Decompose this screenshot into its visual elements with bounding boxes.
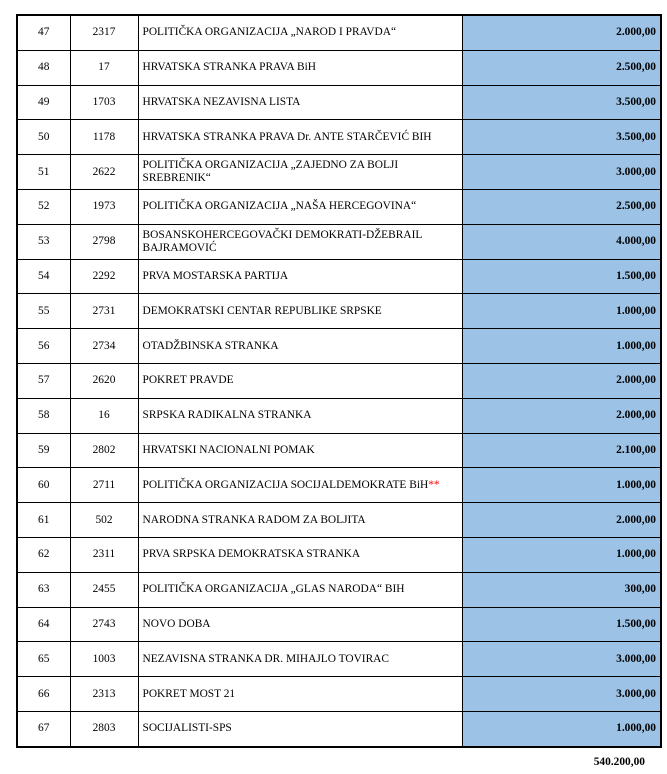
party-name-text: HRVATSKI NACIONALNI POMAK bbox=[142, 443, 315, 456]
party-name-cell bbox=[138, 259, 462, 294]
row-number-cell: 57 bbox=[17, 363, 70, 398]
row-number-cell: 51 bbox=[17, 155, 70, 190]
party-id-cell: 2743 bbox=[70, 607, 138, 642]
party-name-text: HRVATSKA STRANKA PRAVA Dr. ANTE STARČEVIĆ BIH bbox=[142, 130, 432, 143]
party-name-text: NOVO DOBA bbox=[142, 617, 211, 630]
party-name-cell bbox=[138, 50, 462, 85]
party-name-cell bbox=[138, 677, 462, 712]
table-row bbox=[17, 120, 661, 155]
party-name-cell bbox=[138, 224, 462, 259]
amount-cell: 2.000,00 bbox=[462, 503, 661, 538]
table-row bbox=[17, 155, 661, 190]
row-number-cell: 59 bbox=[17, 433, 70, 468]
party-name-text: POLITIČKA ORGANIZACIJA „GLAS NARODA“ BIH bbox=[142, 583, 405, 596]
party-name-text: PRVA MOSTARSKA PARTIJA bbox=[142, 269, 289, 282]
amount-cell: 2.000,00 bbox=[462, 15, 661, 50]
party-id-cell: 2455 bbox=[70, 572, 138, 607]
amount-cell: 1.000,00 bbox=[462, 537, 661, 572]
party-id-cell: 17 bbox=[70, 50, 138, 85]
party-id-cell: 1003 bbox=[70, 642, 138, 677]
party-name-text: POKRET MOST 21 bbox=[142, 687, 236, 700]
amount-cell: 2.000,00 bbox=[462, 398, 661, 433]
amount-cell: 2.500,00 bbox=[462, 189, 661, 224]
table-row bbox=[17, 642, 661, 677]
party-name-cell bbox=[138, 642, 462, 677]
table-row bbox=[17, 572, 661, 607]
party-id-cell: 2622 bbox=[70, 155, 138, 190]
party-id-cell: 2802 bbox=[70, 433, 138, 468]
row-number-cell: 63 bbox=[17, 572, 70, 607]
party-id-cell: 502 bbox=[70, 503, 138, 538]
party-name-text: POLITIČKA ORGANIZACIJA „NAŠA HERCEGOVINA“ bbox=[142, 200, 417, 213]
party-name-cell bbox=[138, 189, 462, 224]
table-row bbox=[17, 329, 661, 364]
row-number-cell: 64 bbox=[17, 607, 70, 642]
party-name-text: OTADŽBINSKA STRANKA bbox=[142, 339, 279, 352]
row-number-cell: 50 bbox=[17, 120, 70, 155]
party-name-text: DEMOKRATSKI CENTAR REPUBLIKE SRPSKE bbox=[142, 304, 382, 317]
table-body bbox=[17, 15, 661, 747]
party-name-cell bbox=[138, 294, 462, 329]
table-row bbox=[17, 15, 661, 50]
party-id-cell: 2620 bbox=[70, 363, 138, 398]
party-name-text: PRVA SRPSKA DEMOKRATSKA STRANKA bbox=[142, 548, 361, 561]
party-id-cell: 2317 bbox=[70, 15, 138, 50]
table-row bbox=[17, 607, 661, 642]
grand-total: 540.200,00 bbox=[593, 756, 645, 768]
party-name-text: POLITIČKA ORGANIZACIJA „ZAJEDNO ZA BOLJI SREBRENIK“ bbox=[142, 159, 399, 185]
amount-cell: 1.000,00 bbox=[462, 711, 661, 746]
party-name-cell bbox=[138, 503, 462, 538]
party-name-text: SOCIJALISTI-SPS bbox=[142, 722, 232, 735]
party-name-cell bbox=[138, 15, 462, 50]
party-name-cell bbox=[138, 398, 462, 433]
row-number-cell: 60 bbox=[17, 468, 70, 503]
row-number-cell: 56 bbox=[17, 329, 70, 364]
amount-cell: 2.000,00 bbox=[462, 363, 661, 398]
party-name-cell bbox=[138, 572, 462, 607]
party-name-text: POLITIČKA ORGANIZACIJA SOCIJALDEMOKRATE BiH bbox=[142, 478, 429, 491]
table-row bbox=[17, 677, 661, 712]
party-id-cell: 2798 bbox=[70, 224, 138, 259]
row-number-cell: 62 bbox=[17, 537, 70, 572]
table-row bbox=[17, 294, 661, 329]
party-id-cell: 2292 bbox=[70, 259, 138, 294]
table-row bbox=[17, 189, 661, 224]
party-name-text: SRPSKA RADIKALNA STRANKA bbox=[142, 409, 312, 422]
party-name-cell bbox=[138, 711, 462, 746]
table-row bbox=[17, 50, 661, 85]
table-row bbox=[17, 259, 661, 294]
amount-cell: 4.000,00 bbox=[462, 224, 661, 259]
party-id-cell: 2731 bbox=[70, 294, 138, 329]
party-name-text: POKRET PRAVDE bbox=[142, 374, 234, 387]
footnote-mark: ** bbox=[428, 478, 440, 491]
table-row bbox=[17, 468, 661, 503]
party-name-text: POLITIČKA ORGANIZACIJA „NAROD I PRAVDA“ bbox=[142, 26, 397, 39]
row-number-cell: 49 bbox=[17, 85, 70, 120]
party-name-cell bbox=[138, 329, 462, 364]
amount-cell: 3.500,00 bbox=[462, 85, 661, 120]
table-row bbox=[17, 85, 661, 120]
party-name-text: BOSANSKOHERCEGOVAČKI DEMOKRATI-DŽEBRAIL BAJRAMOVIĆ bbox=[142, 228, 422, 254]
party-id-cell: 2803 bbox=[70, 711, 138, 746]
party-name-cell bbox=[138, 537, 462, 572]
amount-cell: 1.000,00 bbox=[462, 294, 661, 329]
table-row bbox=[17, 503, 661, 538]
party-name-cell bbox=[138, 155, 462, 190]
amount-cell: 2.500,00 bbox=[462, 50, 661, 85]
row-number-cell: 52 bbox=[17, 189, 70, 224]
party-name-text: HRVATSKA STRANKA PRAVA BiH bbox=[142, 61, 316, 74]
row-number-cell: 58 bbox=[17, 398, 70, 433]
row-number-cell: 67 bbox=[17, 711, 70, 746]
row-number-cell: 47 bbox=[17, 15, 70, 50]
party-id-cell: 2711 bbox=[70, 468, 138, 503]
party-name-text: NARODNA STRANKA RADOM ZA BOLJITA bbox=[142, 513, 366, 526]
table-row bbox=[17, 711, 661, 746]
amount-cell: 3.000,00 bbox=[462, 677, 661, 712]
party-id-cell: 2734 bbox=[70, 329, 138, 364]
row-number-cell: 65 bbox=[17, 642, 70, 677]
table-row bbox=[17, 363, 661, 398]
table-row bbox=[17, 433, 661, 468]
amount-cell: 300,00 bbox=[462, 572, 661, 607]
row-number-cell: 54 bbox=[17, 259, 70, 294]
party-id-cell: 16 bbox=[70, 398, 138, 433]
table-row bbox=[17, 537, 661, 572]
party-name-cell bbox=[138, 607, 462, 642]
party-name-cell bbox=[138, 85, 462, 120]
party-id-cell: 2313 bbox=[70, 677, 138, 712]
party-name-cell bbox=[138, 468, 462, 503]
table-row bbox=[17, 398, 661, 433]
party-name-text: HRVATSKA NEZAVISNA LISTA bbox=[142, 95, 301, 108]
amount-cell: 3.500,00 bbox=[462, 120, 661, 155]
party-name-cell bbox=[138, 120, 462, 155]
row-number-cell: 48 bbox=[17, 50, 70, 85]
party-id-cell: 2311 bbox=[70, 537, 138, 572]
row-number-cell: 61 bbox=[17, 503, 70, 538]
amount-cell: 3.000,00 bbox=[462, 155, 661, 190]
party-id-cell: 1178 bbox=[70, 120, 138, 155]
amount-cell: 1.000,00 bbox=[462, 468, 661, 503]
party-name-cell bbox=[138, 363, 462, 398]
allocation-table-region bbox=[16, 14, 660, 748]
party-id-cell: 1973 bbox=[70, 189, 138, 224]
amount-cell: 1.500,00 bbox=[462, 259, 661, 294]
amount-cell: 1.000,00 bbox=[462, 329, 661, 364]
amount-cell: 2.100,00 bbox=[462, 433, 661, 468]
row-number-cell: 66 bbox=[17, 677, 70, 712]
row-number-cell: 55 bbox=[17, 294, 70, 329]
amount-cell: 1.500,00 bbox=[462, 607, 661, 642]
table-row bbox=[17, 224, 661, 259]
party-name-cell bbox=[138, 433, 462, 468]
party-allocation-table bbox=[16, 14, 662, 748]
row-number-cell: 53 bbox=[17, 224, 70, 259]
party-name-text: NEZAVISNA STRANKA DR. MIHAJLO TOVIRAC bbox=[142, 652, 390, 665]
party-id-cell: 1703 bbox=[70, 85, 138, 120]
amount-cell: 3.000,00 bbox=[462, 642, 661, 677]
